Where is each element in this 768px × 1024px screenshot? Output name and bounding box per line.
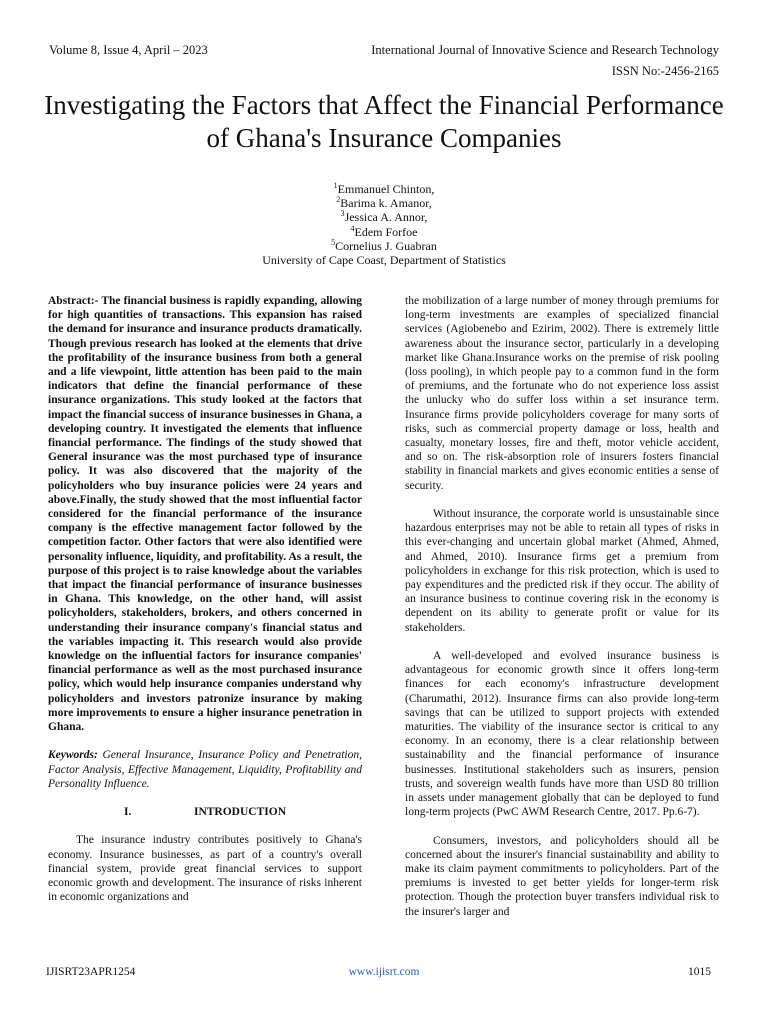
page-number: 1015: [688, 966, 711, 978]
author-sup: 1: [333, 181, 338, 190]
author-line: [0, 210, 768, 224]
author-line: [0, 196, 768, 210]
section-heading: [48, 805, 362, 819]
author-name: Emmanuel Chinton,: [337, 182, 435, 196]
author-name: Jessica A. Annor,: [344, 210, 428, 225]
paper-code: IJISRT23APR1254: [46, 966, 136, 978]
author-line: [0, 239, 768, 253]
section-title: INTRODUCTION: [193, 806, 286, 819]
author-name: Barima k. Amanor,: [340, 196, 432, 211]
author-name: Edem Forfoe: [354, 224, 418, 239]
journal-url[interactable]: www.ijisrt.com: [348, 966, 420, 978]
section-number: I.: [123, 806, 132, 819]
author-line: [0, 225, 768, 239]
body-paragraph: the mobilization of a large number of money through premiums for long-term investments are examples of specialized financial services (Agiobenebo and Ezirim, 2002). There is extremely little awareness about the insurance sector, particularly in a developing market like Ghana.Insurance works on the premise of risk pooling (loss pooling), in which people pay to a common fund in the form of premiums, and the fortunate who do not experience loss assist the unlucky who do suffer loss within a set insurance term. Insurance firms provide policyholders coverage for many sorts of risks, such as commercial property damage or loss, health and casualty, monetary losses, fire and theft, motor vehicle accident, and so on. The risk-absorption role of insurers fosters financial stability in financial markets and gives economic entities a sense of security.: [405, 295, 719, 492]
body-paragraph: Consumers, investors, and policyholders should all be concerned about the insurer's financial sustainability and ability to make its claim payment commitments to policyholders. Part of the premiums is invested to get better yields for longer-term risk protection. Though the protection buyer transfers individual risk to the insurer's larger and: [405, 834, 719, 918]
body-paragraph: Without insurance, the corporate world is unsustainable since hazardous enterprises may not be able to retain all types of risks in this ever-changing and uncertain global market (Ahmed, Ahmed, and Ahmed, 2010). Insurance firms get a premium from policyholders in exchange for this risk protection, which is used to pay expenditures and the predicted risk if they occur. The ability of an insurance business to continue covering risk in the economy is dependent on its ability to generate profit or value for its stakeholders.: [405, 508, 719, 634]
author-block: [0, 182, 768, 267]
right-column: [405, 294, 719, 933]
keywords: [48, 748, 362, 791]
paper-title: Investigating the Factors that Affect the Financial Performance of Ghana's Insurance Companies: [44, 90, 724, 153]
author-sup: 4: [350, 223, 355, 233]
keywords-label: Keywords:: [48, 749, 98, 762]
volume-info: Volume 8, Issue 4, April – 2023: [49, 43, 208, 57]
author-sup: 2: [336, 195, 341, 205]
left-column: [48, 294, 362, 919]
author-line: [0, 182, 768, 196]
affiliation: University of Cape Coast, Department of Statistics: [262, 253, 506, 268]
abstract: Abstract:- The financial business is rapidly expanding, allowing for high quantities of transactions. This expansion has raised the demand for insurance and insurance products dramatically. Though previous research has looked at the elements that drive the profitability of the insurance business from both a general and a life viewpoint, little attention has been paid to the main indicators that define the financial performance of these insurance organizations. This study looked at the factors that impact the financial success of insurance businesses in Ghana, a developing country. It investigated the elements that influence financial performance. The findings of the study showed that General insurance was the most purchased type of insurance policy. It was also discovered that the majority of the policyholders who buy insurance policies were 24 years and above.Finally, the study showed that the most influential factor considered for the financial performance of the insurance company is the effective management factor followed by the competition factor. Other factors that were also identified were personality influence, liquidity, and profitability. As a result, the purpose of this project is to raise knowledge about the variables that impact the financial performance of insurance businesses in Ghana. This knowledge, on the other hand, will assist policyholders, stakeholders, brokers, and others concerned in understanding their insurance company's financial status and the variables impacting it. This research would also provide knowledge on the influential factors for insurance companies' financial performance as well as the most purchased insurance policy, which would help insurance companies understand why policyholders and investors patronize insurance by making more improvements to ensure a higher insurance penetration in Ghana.: [48, 295, 362, 734]
intro-paragraph: The insurance industry contributes positively to Ghana's economy. Insurance businesses, as part of a country's overall financial system, provide great financial services to support economic growth and development. The insurance of risks inherent in economic organizations and: [48, 834, 362, 904]
journal-name: International Journal of Innovative Science and Research Technology: [371, 43, 719, 57]
issn: ISSN No:-2456-2165: [611, 64, 719, 78]
author-sup: 3: [340, 209, 345, 219]
keywords-text: General Insurance, Insurance Policy and Penetration, Factor Analysis, Effective Management, Liquidity, Profitability and Personality Influence.: [48, 749, 362, 790]
author-name: Cornelius J. Guabran: [335, 238, 437, 253]
body-paragraph: A well-developed and evolved insurance business is advantageous for economic growth since it offers long-term finances for each economy's infrastructure development (Charumathi, 2012). Insurance firms can also provide long-term savings that can be utilized to support projects with extended maturities. The viability of the insurance sector is critical to any economy. In an economy, there is a clear relationship between sustainability and the financial performance of insurance businesses. Institutional stakeholders such as insurers, pension trusts, and sovereign wealth funds have more than USD 80 trillion in assets under management globally that can be deployed to fund long-term projects (PwC AWM Research Centre, 2017. Pp.6-7).: [405, 650, 719, 819]
author-sup: 5: [331, 237, 336, 247]
